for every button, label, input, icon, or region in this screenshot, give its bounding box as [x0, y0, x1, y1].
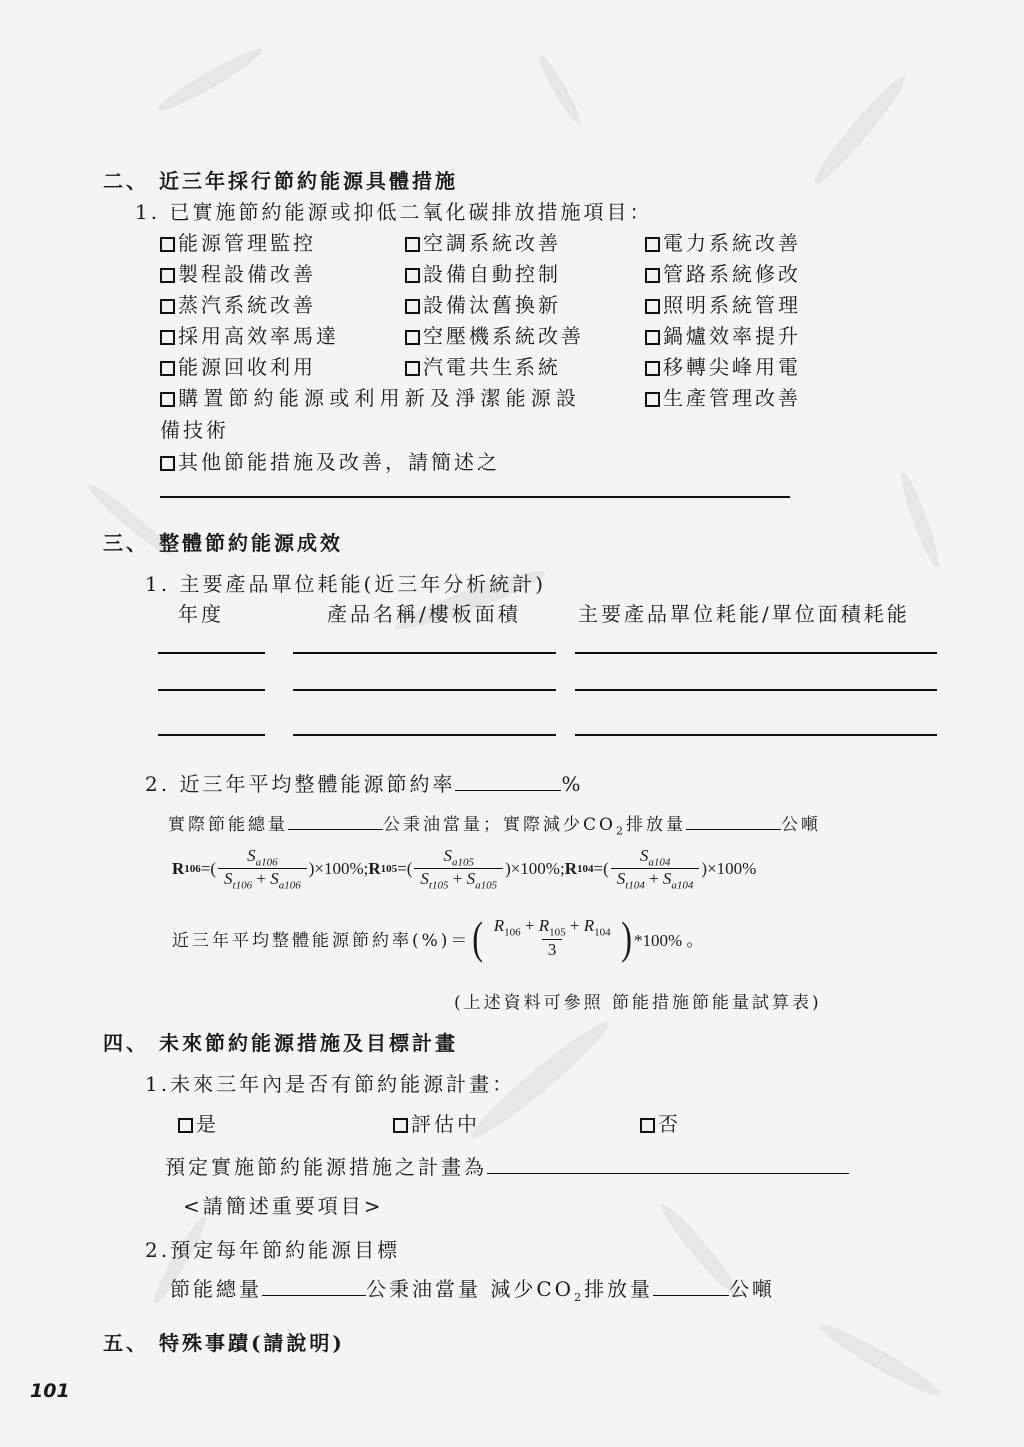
- target-line: 節能總量 公秉油當量 減少$CO_2$排放量 公噸: [170, 1277, 776, 1304]
- section2-item1: 1. 已實施節約能源或抑低二氧化碳排放措施項目：: [135, 200, 653, 224]
- checkbox-auto-control[interactable]: 設備自動控制: [405, 258, 561, 287]
- section3-item2: 2. 近三年平均整體能源節約率 %: [145, 772, 584, 796]
- target-energy-input[interactable]: [262, 1279, 366, 1296]
- checkbox-square-icon[interactable]: [160, 237, 175, 252]
- section4-item1: 1.未來三年內是否有節約能源計畫：: [145, 1072, 516, 1096]
- fraction-average: $\frac{R_{106} + R_{105} + R_{104}}{3}$: [493, 916, 611, 959]
- average-formula: 近三年平均整體能源節約率(%)＝ ( $\frac{R_{106} + R_{105} + R_{104}}{3}$ ) *100% 。: [172, 912, 704, 963]
- checkbox-boiler-efficiency[interactable]: 鍋爐效率提升: [645, 320, 801, 349]
- checkbox-other-measures[interactable]: 其他節能措施及改善，請簡述之: [160, 446, 500, 475]
- table-energy-input-line[interactable]: [575, 689, 937, 691]
- checkbox-square-icon[interactable]: [405, 268, 420, 283]
- page-number: 101: [30, 1380, 70, 1402]
- table-year-input-line[interactable]: [158, 689, 265, 691]
- radio-yes[interactable]: 是: [178, 1108, 219, 1137]
- col-year-header: 年度: [178, 602, 224, 626]
- checkbox-steam-improve[interactable]: 蒸汽系統改善: [160, 289, 316, 318]
- section4-heading: 四、 未來節約能源措施及目標計畫: [103, 1031, 458, 1055]
- checkbox-process-improve[interactable]: 製程設備改善: [160, 258, 316, 287]
- checkbox-ac-improve[interactable]: 空調系統改善: [405, 227, 561, 256]
- checkbox-pipe-modify[interactable]: 管路系統修改: [645, 258, 801, 287]
- saving-rate-input[interactable]: [455, 774, 561, 791]
- target-co2-input[interactable]: [653, 1279, 729, 1296]
- checkbox-square-icon[interactable]: [160, 268, 175, 283]
- section4-item2: 2.預定每年節約能源目標: [145, 1238, 401, 1262]
- fraction-106: $\frac{S_{a106}}{S_{t106} + S_{a106}}$: [218, 846, 307, 892]
- checkbox-square-icon[interactable]: [645, 330, 660, 345]
- checkbox-square-icon[interactable]: [160, 392, 175, 407]
- actual-saving-input[interactable]: [288, 813, 383, 830]
- table-energy-input-line[interactable]: [575, 652, 937, 654]
- fraction-105: $\frac{S_{a105}}{S_{t105} + S_{a105}}$: [414, 846, 503, 892]
- section3-item1: 1. 主要產品單位耗能(近三年分析統計): [145, 572, 547, 596]
- checkbox-lighting-manage[interactable]: 照明系統管理: [645, 289, 801, 318]
- checkbox-square-icon[interactable]: [160, 299, 175, 314]
- table-product-input-line[interactable]: [293, 689, 556, 691]
- plan-line: 預定實施節約能源措施之計畫為: [165, 1151, 849, 1180]
- section5-heading: 五、 特殊事蹟(請說明): [103, 1331, 345, 1355]
- checkbox-equip-replace[interactable]: 設備汰舊換新: [405, 289, 561, 318]
- other-measures-input-line[interactable]: [160, 496, 790, 498]
- table-energy-input-line[interactable]: [575, 734, 937, 736]
- checkbox-square-icon[interactable]: [393, 1118, 408, 1133]
- checkbox-power-improve[interactable]: 電力系統改善: [645, 227, 801, 256]
- actual-saving-line: 實際節能總量 公秉油當量；實際減少$CO_2$排放量 公噸: [168, 815, 821, 838]
- checkbox-square-icon[interactable]: [160, 456, 175, 471]
- radio-evaluating[interactable]: 評估中: [393, 1108, 480, 1137]
- table-product-input-line[interactable]: [293, 734, 556, 736]
- checkbox-cogeneration[interactable]: 汽電共生系統: [405, 351, 561, 380]
- checkbox-square-icon[interactable]: [178, 1118, 193, 1133]
- checkbox-square-icon[interactable]: [645, 268, 660, 283]
- plan-input[interactable]: [487, 1157, 849, 1174]
- checkbox-square-icon[interactable]: [645, 237, 660, 252]
- checkbox-compressor-improve[interactable]: 空壓機系統改善: [405, 320, 584, 349]
- checkbox-purchase-clean-energy[interactable]: 購置節約能源或利用新及淨潔能源設: [160, 382, 581, 411]
- table-year-input-line[interactable]: [158, 734, 265, 736]
- checkbox-square-icon[interactable]: [160, 330, 175, 345]
- checkbox-peak-shift[interactable]: 移轉尖峰用電: [645, 351, 801, 380]
- col-product-header: 產品名稱/樓板面積: [327, 602, 521, 626]
- checkbox-efficient-motor[interactable]: 採用高效率馬達: [160, 320, 339, 349]
- checkbox-square-icon[interactable]: [405, 299, 420, 314]
- checkbox-energy-recovery[interactable]: 能源回收利用: [160, 351, 316, 380]
- section2-heading: 二、 近三年採行節約能源具體措施: [103, 169, 458, 193]
- col-energy-header: 主要產品單位耗能/單位面積耗能: [578, 602, 910, 626]
- checkbox-wrap-text: 備技術: [160, 418, 229, 442]
- table-product-input-line[interactable]: [293, 652, 556, 654]
- checkbox-energy-monitoring[interactable]: 能源管理監控: [160, 227, 316, 256]
- fraction-104: $\frac{S_{a104}}{S_{t104} + S_{a104}}$: [611, 846, 700, 892]
- section3-heading: 三、 整體節約能源成效: [103, 531, 343, 555]
- checkbox-production-manage[interactable]: 生產管理改善: [645, 382, 801, 411]
- checkbox-square-icon[interactable]: [405, 361, 420, 376]
- reference-note: (上述資料可參照 節能措施節能量試算表): [454, 993, 822, 1013]
- checkbox-square-icon[interactable]: [160, 361, 175, 376]
- checkbox-square-icon[interactable]: [405, 237, 420, 252]
- table-year-input-line[interactable]: [158, 652, 265, 654]
- formula-row: R 106 = ( $\frac{S_{a106}}{S_{t106} + S_{a106}}$ )×100% ; R 105 = ( $\frac{S_{a105}}{S_{t105} + S_{a105}}$ )×100% ; R 104 = ( $\frac{S_{a104}}{S_{t104} + S_{a104}}$ )×100%: [172, 846, 757, 892]
- checkbox-square-icon[interactable]: [405, 330, 420, 345]
- actual-co2-input[interactable]: [686, 813, 781, 830]
- checkbox-square-icon[interactable]: [645, 392, 660, 407]
- radio-no[interactable]: 否: [640, 1108, 681, 1137]
- plan-hint: <請簡述重要項目>: [183, 1194, 384, 1218]
- checkbox-square-icon[interactable]: [645, 299, 660, 314]
- checkbox-square-icon[interactable]: [640, 1118, 655, 1133]
- checkbox-square-icon[interactable]: [645, 361, 660, 376]
